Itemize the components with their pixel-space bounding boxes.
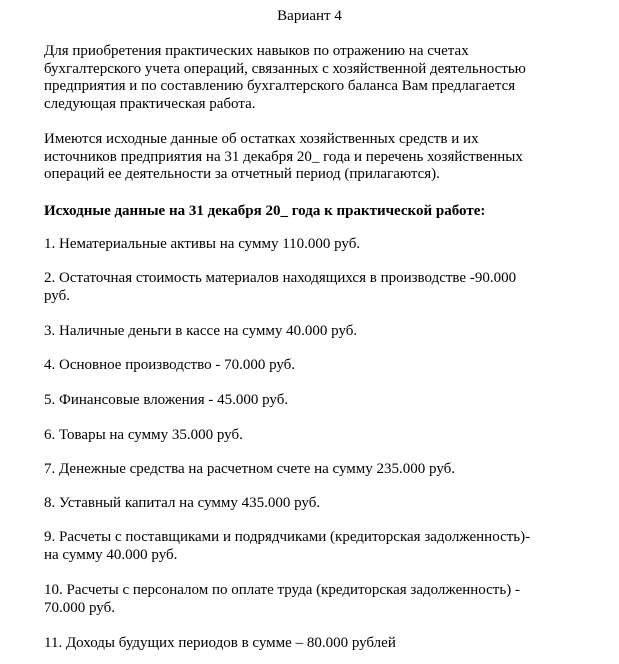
list-item-10 [44,582,584,617]
list-item-text: 70.000 руб. [44,599,115,616]
list-item-text: 7. Денежные средства на расчетном счете на сумму 235.000 руб. [44,461,456,477]
list-item-9 [44,529,584,564]
intro-line: Для приобретения практических навыков по отражению на счетах [44,43,469,59]
list-item-6 [44,427,584,445]
list-item-11 [44,635,584,653]
data-note-line: источников предприятия на 31 декабря 20_ года и перечень хозяйственных [44,148,523,165]
data-note-line: операций ее деятельности за отчетный период (прилагаются). [44,166,440,182]
list-item-text: 4. Основное производство - 70.000 руб. [44,357,296,373]
list-item-text: 11. Доходы будущих периодов в сумме – 80.000 рублей [44,635,396,651]
list-item-3 [44,323,584,341]
list-item-text: 2. Остаточная стоимость материалов находящихся в производстве -90.000 [44,270,517,286]
list-item-text: 6. Товары на сумму 35.000 руб. [44,427,243,443]
intro-line: следующая практическая работа. [44,95,256,112]
list-item-text: 8. Уставный капитал на сумму 435.000 руб. [44,495,321,511]
list-item-text: 10. Расчеты с персоналом по оплате труда (кредиторская задолженность) - [44,582,520,598]
list-item-5 [44,392,584,410]
list-item-2 [44,270,584,305]
list-item-text: руб. [44,287,70,304]
list-item-text: 9. Расчеты с поставщиками и подрядчиками (кредиторская задолженность)- [44,529,531,545]
data-note-paragraph [44,131,584,184]
data-note-line: Имеются исходные данные об остатках хозяйственных средств и их [44,131,479,147]
intro-paragraph [44,43,584,113]
list-item-4 [44,357,584,375]
list-item-7 [44,461,584,479]
list-item-text: 3. Наличные деньги в кассе на сумму 40.000 руб. [44,323,358,339]
list-item-1 [44,236,584,254]
section-heading: Исходные данные на 31 декабря 20_ года к практической работе: [44,203,486,219]
list-item-text: 1. Нематериальные активы на сумму 110.000 руб. [44,236,361,252]
list-item-8 [44,495,584,513]
document-title: Вариант 4 [277,8,342,24]
list-item-text: 5. Финансовые вложения - 45.000 руб. [44,392,289,408]
intro-line: бухгалтерского учета операций, связанных с хозяйственной деятельностью [44,60,526,77]
list-item-text: на сумму 40.000 руб. [44,546,178,563]
intro-line: предприятия и по составлению бухгалтерского баланса Вам предлагается [44,78,516,94]
